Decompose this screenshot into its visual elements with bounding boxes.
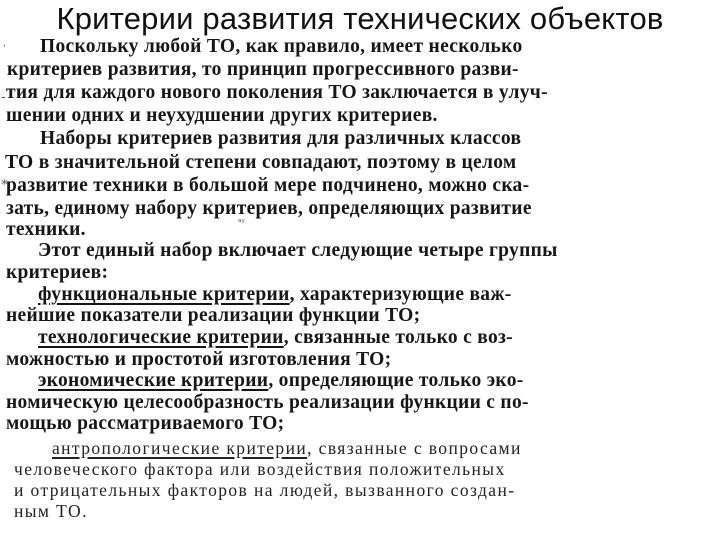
paragraph-1-line-4: шении одних и неухудшении других критериев. bbox=[6, 105, 438, 126]
technological-criteria-line bbox=[38, 327, 513, 349]
economic-criteria-continuation-1: номическую целесообразность реализации функции с по- bbox=[6, 392, 529, 413]
technological-criteria-term: технологические критерии bbox=[38, 327, 284, 348]
scan-margin-dash: - bbox=[1, 90, 6, 105]
functional-criteria-term: функциональные критерии bbox=[38, 284, 290, 305]
paragraph-1-line-1: Поскольку любой ТО, как правило, имеет несколько bbox=[40, 36, 523, 57]
scan-margin-tick: * bbox=[1, 178, 8, 193]
economic-criteria-description: , определяющие только эко- bbox=[268, 370, 524, 391]
paragraph-1-line-3: тия для каждого нового поколения ТО заключается в улуч- bbox=[6, 82, 548, 103]
paragraph-3-line-1: Этот единый набор включает следующие четыре группы bbox=[38, 240, 558, 261]
paragraph-2-line-3: развитие техники в большой мере подчинено, можно ска- bbox=[6, 175, 530, 196]
functional-criteria-line bbox=[38, 284, 512, 306]
anthropological-criteria-description: , связанные с вопросами bbox=[307, 438, 522, 458]
slide-title: Критерии развития технических объектов bbox=[56, 1, 664, 36]
anthropological-criteria-continuation-3: ным ТО. bbox=[14, 501, 88, 521]
scan-margin-mark: ' bbox=[3, 44, 6, 54]
paragraph-2-line-5: техники. bbox=[6, 219, 86, 240]
anthropological-criteria-line bbox=[52, 437, 522, 459]
paragraph-2-line-2: ТО в значительной степени совпадают, поэтому в целом bbox=[5, 152, 517, 173]
anthropological-criteria-term: антропологические критерии bbox=[52, 438, 308, 458]
economic-criteria-line bbox=[38, 370, 524, 392]
technological-criteria-continuation: можностью и простотой изготовления ТО; bbox=[6, 349, 392, 370]
anthropological-criteria-continuation-1: человеческого фактора или воздействия положительных bbox=[14, 459, 506, 479]
economic-criteria-term: экономические критерии bbox=[38, 370, 269, 391]
functional-criteria-description: , характеризующие важ- bbox=[289, 284, 512, 305]
anthropological-criteria-continuation-2: и отрицательных факторов на людей, вызванного создан- bbox=[14, 480, 516, 500]
paragraph-2-line-4: зать, единому набору критериев, определяющих развитие bbox=[6, 198, 532, 219]
technological-criteria-description: , связанные только с воз- bbox=[283, 327, 513, 348]
paragraph-2-line-1: Наборы критериев развития для различных классов bbox=[40, 128, 522, 149]
paragraph-1-line-2: критериев развития, то принцип прогрессивного разви- bbox=[7, 59, 519, 80]
functional-criteria-continuation: нейшие показатели реализации функции ТО; bbox=[6, 305, 421, 326]
scan-stray-mark: ᵃʸ bbox=[238, 218, 245, 228]
economic-criteria-continuation-2: мощью рассматриваемого ТО; bbox=[6, 413, 285, 434]
paragraph-3-line-2: критериев: bbox=[6, 262, 109, 283]
